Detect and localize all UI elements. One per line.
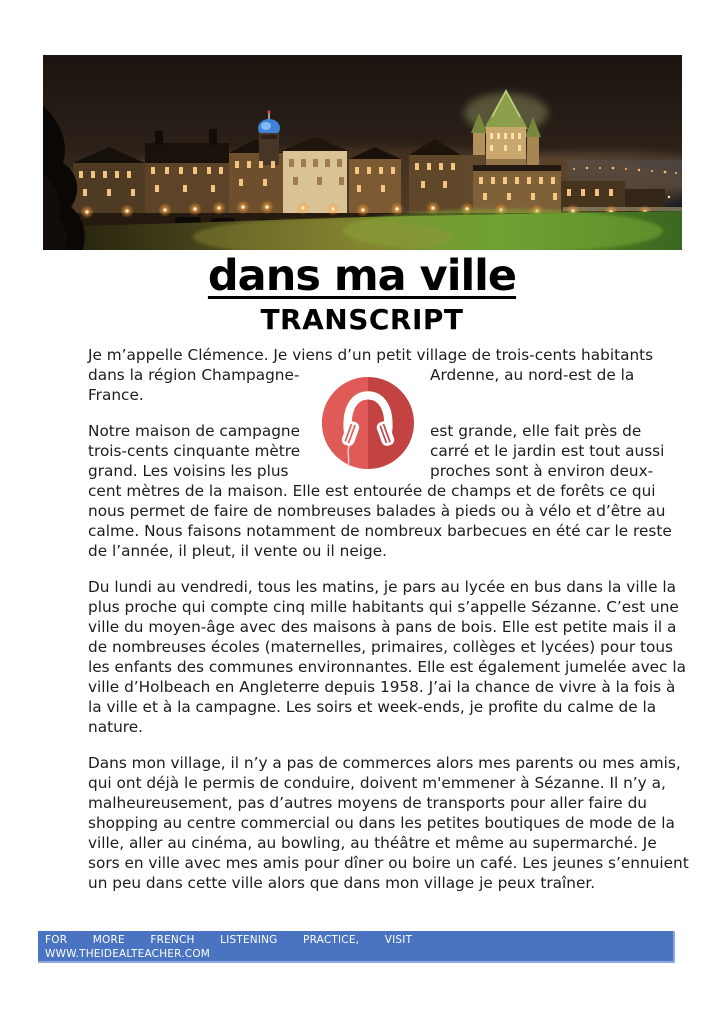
text-line: trois-cents cinquante mètre <box>88 442 301 460</box>
header <box>0 252 724 336</box>
text-line: carré et le jardin est tout aussi <box>430 442 665 460</box>
footer-website-url: WWW.THEIDEALTEACHER.COM <box>45 948 211 960</box>
text-line: est grande, elle fait près de <box>430 422 642 440</box>
city-night-photo-scene <box>43 55 682 250</box>
paragraph-2-continuation: cent mètres de la maison. Elle est entourée de champs et de forêts ce qui nous permet de faire de nombreuses balades à pieds ou à vélo et d’être au calme. Nous faisons notamment de nombreux barbecues en été car le reste de l’année, il pleut, il vente ou il neige. <box>88 482 672 560</box>
page-title-text: dans ma ville <box>207 251 517 301</box>
headphones-icon <box>322 377 414 469</box>
page-title <box>0 252 724 300</box>
text-line: grand. Les voisins les plus <box>88 462 289 480</box>
text-line: proches sont à environ deux- <box>430 462 654 480</box>
text-line: France. <box>88 386 144 404</box>
footer-text-line1: FOR MORE FRENCH LISTENING PRACTICE, VISIT <box>45 934 413 946</box>
city-night-photo <box>43 55 682 250</box>
text-line: Ardenne, au nord-est de la <box>430 366 635 384</box>
text-line: Notre maison de campagne <box>88 422 301 440</box>
text-line: dans la région Champagne- <box>88 366 300 384</box>
footer-banner <box>38 931 675 963</box>
paragraph-3: Du lundi au vendredi, tous les matins, je pars au lycée en bus dans la ville la plus proche qui compte cinq mille habitants qui s’appelle Sézanne. C’est une ville du moyen-âge avec des maisons à pans de bois. Elle est petite mais il a de nombreuses écoles (maternelles, primaires, collèges et lycées) pour tous les enfants des communes environnantes. Elle est également jumelée avec la ville d’Holbeach en Angleterre depuis 1958. J’ai la chance de vivre à la fois à la ville et à la campagne. Les soirs et week-ends, je profite du calme de la nature. <box>88 578 686 736</box>
page-subtitle: TRANSCRIPT <box>260 303 464 336</box>
paragraph-4: Dans mon village, il n’y a pas de commerces alors mes parents ou mes amis, qui ont déjà le permis de conduire, doivent m'emmener à Sézanne. Il n’y a, malheureusement, pas d’autres moyens de transports pour aller faire du shopping au centre commercial ou dans les petites boutiques de mode de la ville, aller au cinéma, au bowling, au théâtre et même au supermarché. Je sors en ville avec mes amis pour dîner ou boire un café. Les jeunes s’ennuient un peu dans cette ville alors que dans mon village je peux traîner. <box>88 754 689 892</box>
text-line: Je m’appelle Clémence. Je viens d’un petit village de trois-cents habitants <box>88 346 654 364</box>
headphones-icon-graphic <box>322 377 414 469</box>
